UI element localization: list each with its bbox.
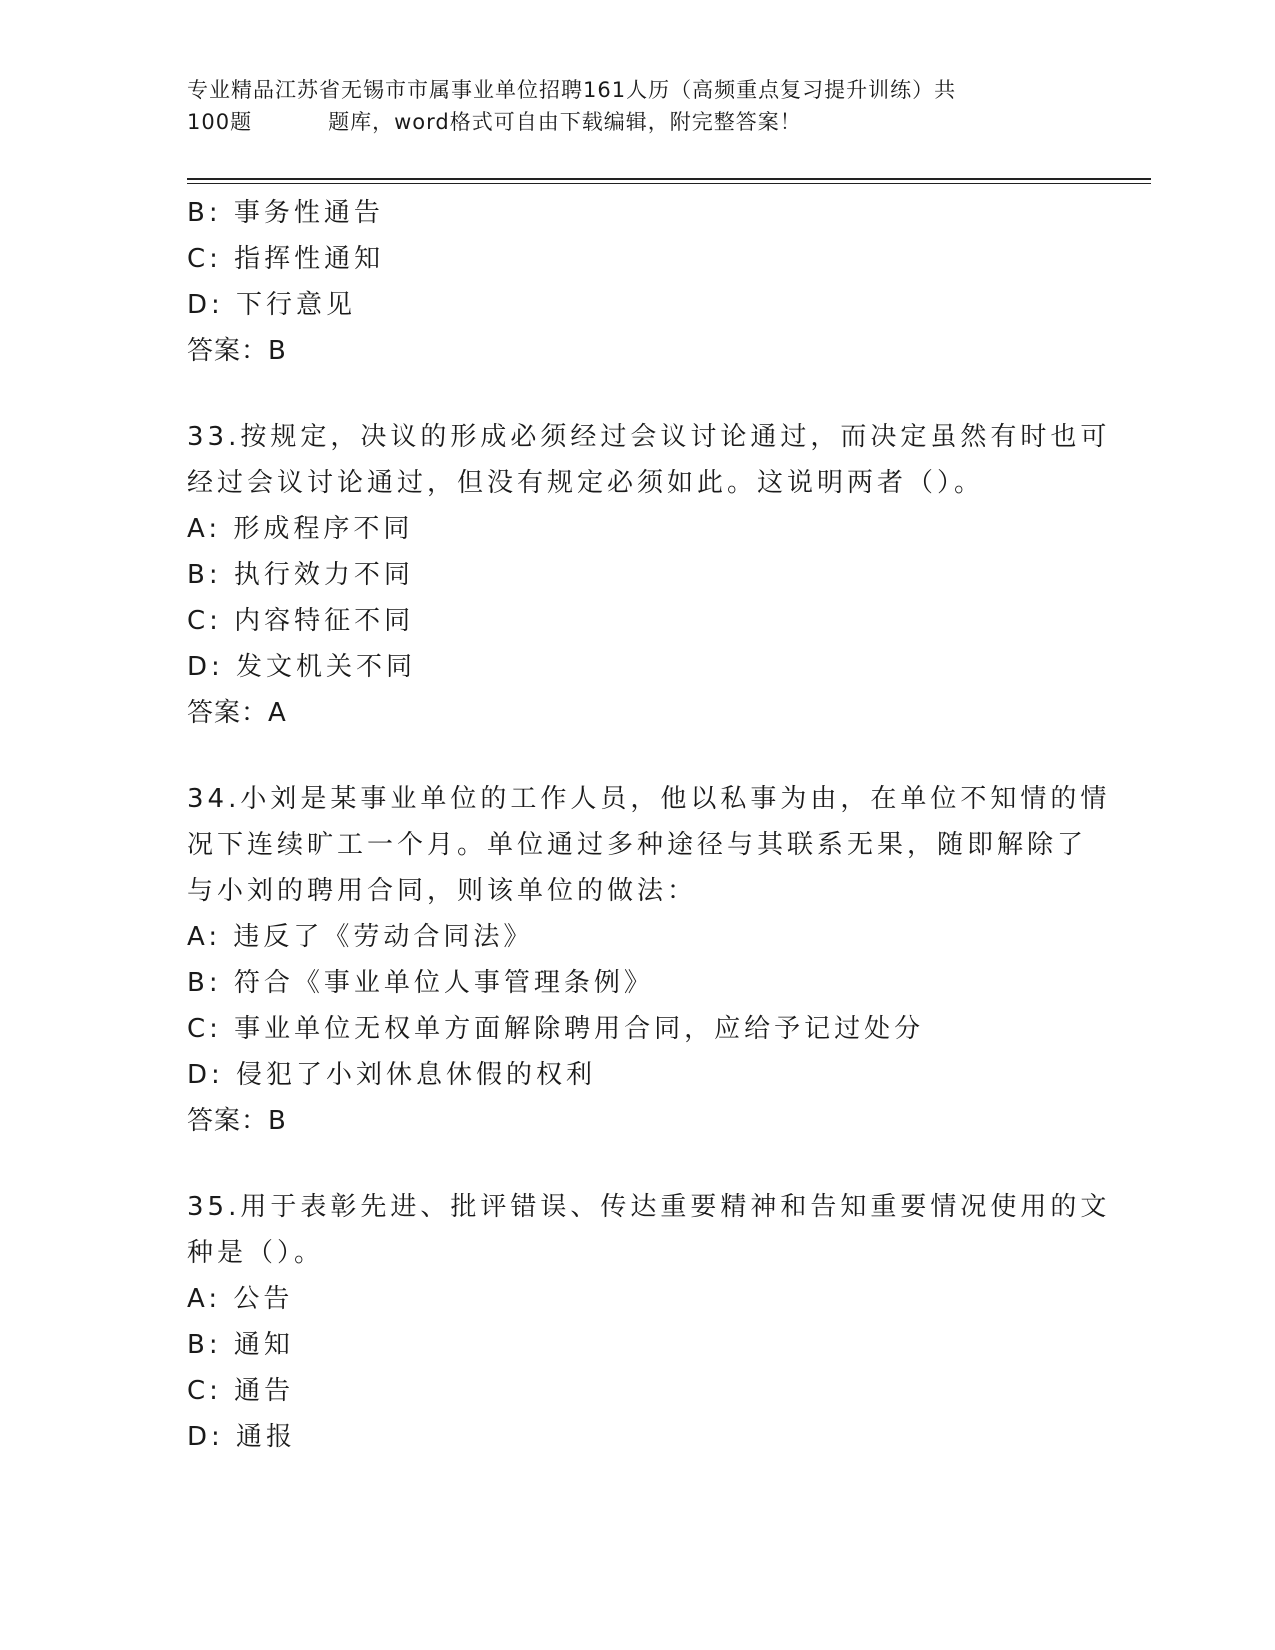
question-content bbox=[187, 190, 1111, 1460]
option-line: C: 指挥性通知 bbox=[187, 244, 385, 274]
page-header bbox=[187, 74, 1067, 138]
option-line: C: 事业单位无权单方面解除聘用合同，应给予记过处分 bbox=[187, 1014, 925, 1044]
answer-line: 答案：B bbox=[187, 1106, 287, 1136]
option-line: B: 事务性通告 bbox=[187, 198, 384, 228]
option-line: A: 公告 bbox=[187, 1284, 294, 1314]
question-text-line: 35.用于表彰先进、批评错误、传达重要精神和告知重要情况使用的文 bbox=[187, 1192, 1111, 1222]
question-block-35 bbox=[187, 1184, 1111, 1460]
question-text-line: 33.按规定，决议的形成必须经过会议讨论通过，而决定虽然有时也可 bbox=[187, 422, 1111, 452]
header-divider-thick bbox=[187, 178, 1151, 180]
option-line: C: 内容特征不同 bbox=[187, 606, 415, 636]
option-line: D: 发文机关不同 bbox=[187, 652, 417, 682]
option-line: C: 通告 bbox=[187, 1376, 295, 1406]
question-text-line: 34.小刘是某事业单位的工作人员，他以私事为由，在单位不知情的情 bbox=[187, 784, 1111, 814]
answer-line: 答案：B bbox=[187, 336, 287, 366]
option-line: B: 通知 bbox=[187, 1330, 294, 1360]
question-text-line: 经过会议讨论通过，但没有规定必须如此。这说明两者（）。 bbox=[187, 468, 985, 498]
header-divider-thin bbox=[187, 183, 1151, 184]
header-title-line-1: 专业精品江苏省无锡市市属事业单位招聘161人历（高频重点复习提升训练）共 bbox=[187, 78, 957, 102]
question-text-line: 与小刘的聘用合同，则该单位的做法： bbox=[187, 876, 698, 906]
question-block-34 bbox=[187, 776, 1111, 1144]
option-line: D: 下行意见 bbox=[187, 290, 357, 320]
option-line: A: 违反了《劳动合同法》 bbox=[187, 922, 534, 952]
previous-question-block bbox=[187, 190, 1087, 374]
header-title-line-2 bbox=[187, 106, 1067, 138]
header-subtitle: 题库，word格式可自由下载编辑，附完整答案！ bbox=[328, 110, 802, 134]
option-line: D: 侵犯了小刘休息休假的权利 bbox=[187, 1060, 597, 1090]
option-line: A: 形成程序不同 bbox=[187, 514, 414, 544]
option-line: B: 符合《事业单位人事管理条例》 bbox=[187, 968, 654, 998]
question-block-33 bbox=[187, 414, 1111, 736]
question-text-line: 况下连续旷工一个月。单位通过多种途径与其联系无果，随即解除了 bbox=[187, 830, 1088, 860]
header-count: 100题 bbox=[187, 110, 253, 134]
option-line: D: 通报 bbox=[187, 1422, 297, 1452]
option-line: B: 执行效力不同 bbox=[187, 560, 414, 590]
answer-line: 答案：A bbox=[187, 698, 287, 728]
question-text-line: 种是（）。 bbox=[187, 1238, 325, 1268]
